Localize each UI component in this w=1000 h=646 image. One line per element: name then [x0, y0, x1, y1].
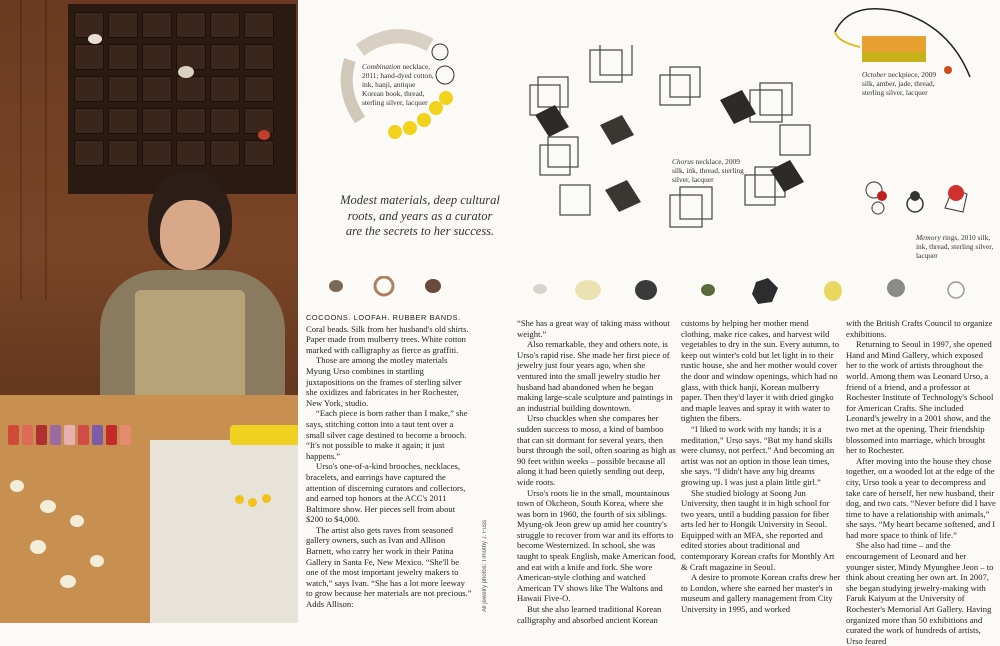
- chorus-necklace: [520, 45, 840, 255]
- column-3: [681, 318, 841, 615]
- paragraph: Urso's roots lie in the small, mountainous town of Okcheon, South Korea, where she was born in 1960, the fourth of six siblings. Myung-ok Jeon grew up amid her country's struggle to recover from war and its efforts to become Westernized. In school, she was taught to speak English, make American food, and eat with a knife and fork. She wore American-style clothing and watched American TV shows like The Waltons and Hawaii Five-O.: [517, 487, 676, 604]
- column-1: [306, 312, 472, 610]
- caption-memory: Memory rings, 2010 silk, ink, thread, sterling silver, lacquer: [916, 233, 994, 260]
- column-4: [846, 318, 996, 646]
- caption-chorus: Chorus necklace, 2009 silk, ink, thread, sterling silver, lacquer: [672, 157, 744, 184]
- lead-in: COCOONS. LOOFAH. RUBBER BANDS.: [306, 313, 461, 322]
- paragraph: customs by helping her mother mend clothing, make rice cakes, and harvest wild vegetables to dry in the sun. Every autumn, to keep out winter's cold but let light in to their rustic house, she and her mother would cover the door and window openings, which had no glass, with thick hanji, Korean mulberry paper. Then they'd layer it with dried gingko and maple leaves and spray it with water to tighten the fibers.: [681, 318, 839, 424]
- paragraph: “Each piece is born rather than I make,” she says, stitching cotton into a taut tent over a small silver cage destined to become a brooch. “It's not possible to make it again; it just happens.”: [306, 408, 468, 461]
- artist-face: [160, 200, 220, 270]
- paragraph: The artist also gets raves from seasoned gallery owners, such as Ivan and Allison Barnett, who carry her work in their Patina Gallery in Santa Fe, New Mexico. “She'll be one of the most important jewelry makers to watch,” says Ivan. “She has a lot more leeway to grow because her materials are not precious.” Adds Allison:: [306, 524, 472, 610]
- photo-credit: All jewelry photos: Timothy J. Fuss: [482, 520, 488, 613]
- paragraph: She studied biology at Soong Jun University, then taught it in high school for two years, until a budding passion for fiber arts led her to Hongik University in Seoul. Equipped with an MFA, she reported and edited stories about traditional and contemporary Korean crafts for Monthly Art & Craft magazine in Seoul.: [681, 487, 835, 572]
- paragraph: Urso's one-of-a-kind brooches, necklaces, bracelets, and earrings have captured the attention of discerning curators and collectors, and earned top honors at the ACC's 2011 Baltimore show. Her pieces sell from about $200 to $4,000.: [306, 461, 466, 525]
- material-samples: [328, 276, 988, 311]
- caption-october: October neckpiece, 2009 silk, amber, jade, thread, sterling silver, lacquer: [862, 70, 937, 97]
- paragraph: She also had time – and the encouragement of Leonard and her younger sister, Mindy Myunghee Jeon – to think about creating her own art. In 2007, she began studying jewelry-making with Faruk Kaiyum at the University of Rochester's Memorial Art Gallery. Having organized more than 50 exhibitions and curated the work of hundreds of artists, Urso feared: [846, 540, 994, 646]
- paragraph: “She has a great way of taking mass without weight.”: [517, 318, 670, 339]
- paragraph: A desire to promote Korean crafts drew her to London, where she earned her master's in museum and gallery management from City University in 1995, and worked: [681, 572, 841, 615]
- paragraph: After moving into the house they chose together, on a wooded lot at the edge of the city, Urso took a year to decompress and take care of herself, her new husband, their dog, and two cats. “Never before did I have time to have a relationship with animals,” she says. “My heart became softened, and I had more space to think of life.”: [846, 455, 996, 540]
- paragraph: Also remarkable, they and others note, is Urso's rapid rise. She made her first piece of jewelry just four years ago, when she ventured into the small jewelry studio her husband had abandoned when he began making large-scale sculpture and paintings in an industrial building downtown.: [517, 339, 673, 413]
- pull-quote: Modest materials, deep cultural roots, and years as a curator are the secrets to her success.: [340, 193, 500, 238]
- paragraph: But she also learned traditional Korean calligraphy and absorbed ancient Korean: [517, 604, 662, 625]
- artist-photo: [0, 0, 298, 623]
- paragraph: Returning to Seoul in 1997, she opened Hand and Mind Gallery, which exposed her to the work of artists throughout the world. Among them was Leonard Urso, a friend of a friend, and a professor at Rochester Institute of Technology's School for American Crafts. She included Leonard's jewelry in a 2001 show, and the two met at the opening. Their friendship blossomed into marriage, which brought her to Rochester.: [846, 339, 994, 456]
- memory-rings: [860, 178, 990, 228]
- paragraph: Urso chuckles when she compares her sudden success to moso, a kind of bamboo that can sit dormant for several years, then burst through the soil, often soaring as high as 90 feet within weeks – possible because all along it had been quietly sending out deep, wide roots.: [517, 413, 676, 487]
- caption-combination: Combination necklace, 2011; hand-dyed cotton, ink, hanji, antique Korean book, thread, sterling silver, lacquer: [362, 62, 434, 107]
- paragraph: with the British Crafts Council to organize exhibitions.: [846, 318, 993, 339]
- paragraph: “I liked to work with my hands; it is a meditation,” Urso says. “But my hand skills were clumsy, not perfect.” And becoming an artist was not an option in those lean times, she says. “I didn't have any big dreams growing up. I was just a plain little girl.”: [681, 423, 835, 487]
- work-cloth: [150, 440, 298, 623]
- display-shelf: [68, 4, 296, 194]
- paragraph: Those are among the motley materials Myung Urso combines in startling juxtapositions on the frames of sterling silver she oxidizes and fabricates in her Rochester, New York, studio.: [306, 355, 462, 408]
- paragraph: Coral beads. Silk from her husband's old shirts. Paper made from mulberry trees. White cotton marked with calligraphy as fierce as graffiti.: [306, 323, 469, 355]
- artist-apron: [135, 290, 245, 410]
- column-2: [517, 318, 677, 625]
